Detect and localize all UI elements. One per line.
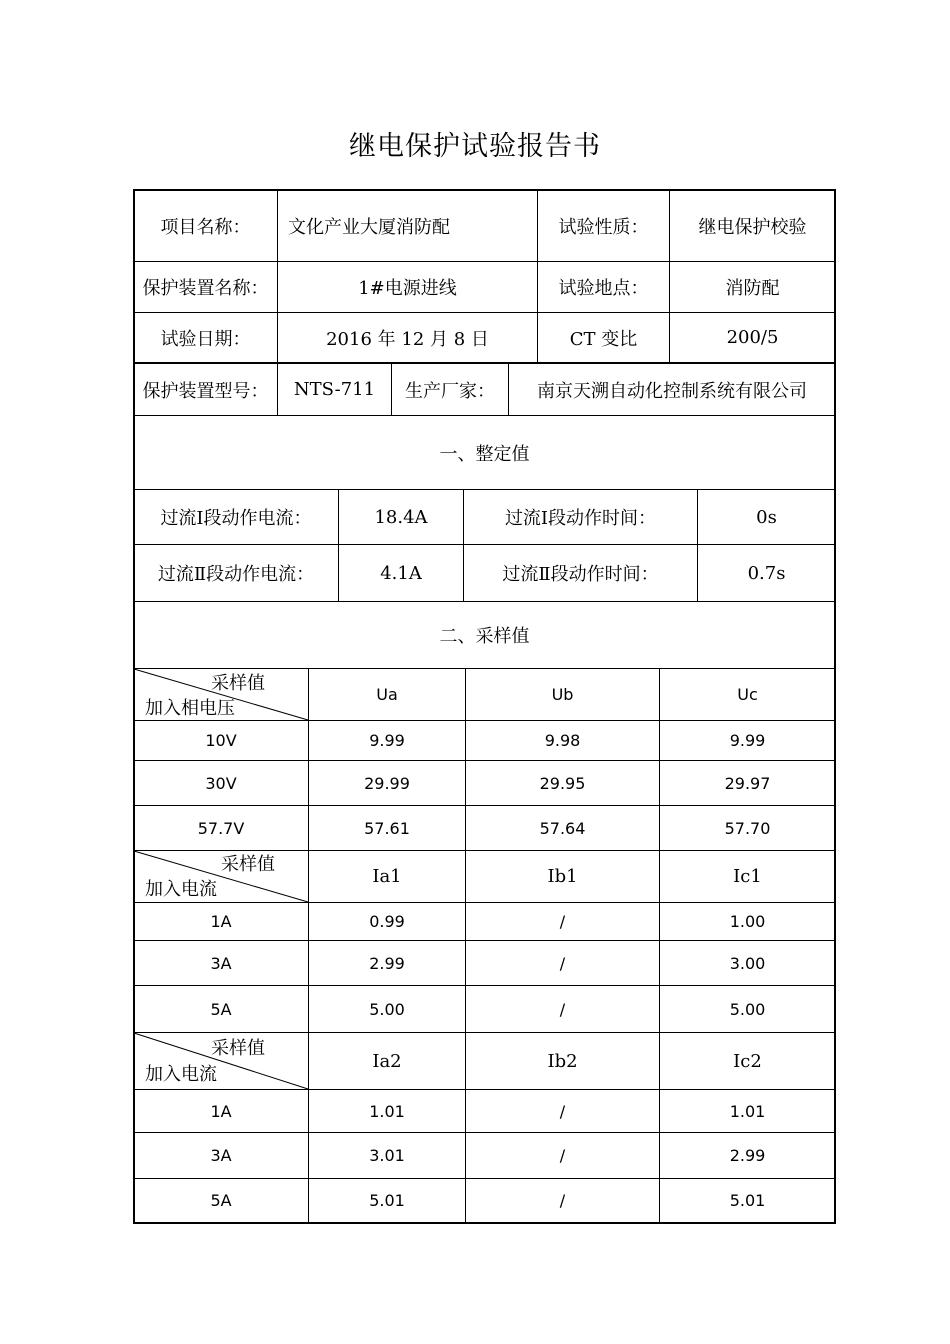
sample-value: 0.99 [369,912,405,931]
sample-value: 57.61 [364,818,410,838]
sample-value: / [559,1101,566,1121]
test-nature-value: 继电保护校验 [698,216,807,238]
corner-bottom-label: 加入电流 [145,879,217,900]
input-value: 3A [210,1146,232,1165]
stage1-time-value: 0s [756,506,777,528]
stage1-time-label: 过流Ⅰ段动作时间： [504,508,657,529]
corner-bottom-label: 加入相电压 [145,698,235,719]
manufacturer-label: 生产厂家： [405,380,495,402]
sample-value: / [559,1146,566,1165]
device-model-label: 保护装置型号： [142,380,269,402]
sample-value: 9.99 [369,731,405,750]
sample-value: 5.00 [369,999,405,1019]
column-header: Uc [737,685,758,704]
manufacturer-value: 南京天溯自动化控制系统有限公司 [537,380,807,402]
sample-value: / [559,953,566,973]
corner-bottom-label: 加入电流 [145,1064,217,1085]
sample-value: 29.99 [364,773,410,793]
corner-top-label: 采样值 [211,673,265,694]
settings-section-header: 一、整定值 [439,443,530,465]
test-date-label: 试验日期： [160,328,251,350]
column-header: Ia2 [372,1050,402,1072]
column-header: Ic1 [733,866,762,887]
input-value: 1A [210,912,232,931]
report-title: 继电保护试验报告书 [349,131,601,162]
sample-value: 3.01 [369,1146,405,1165]
input-value: 1A [210,1101,232,1121]
sample-value: 29.97 [724,773,771,793]
stage2-time-value: 0.7s [747,562,786,584]
input-value: 30V [205,773,237,793]
column-header: Ia1 [372,866,402,887]
test-nature-label: 试验性质： [558,216,649,238]
test-location-label: 试验地点： [558,278,649,299]
device-name-value: 1#电源进线 [358,278,457,299]
sample-value: 57.64 [539,818,586,838]
sample-value: 5.01 [369,1191,405,1210]
input-value: 10V [205,731,237,750]
sample-value: 57.70 [724,818,771,838]
sample-value: 3.00 [729,953,766,973]
ct-ratio-label: CT 变比 [569,328,638,350]
sample-value: / [559,1191,566,1210]
ct-ratio-value: 200/5 [726,327,779,348]
corner-top-label: 采样值 [221,854,275,875]
sample-value: 29.95 [539,773,586,793]
input-value: 5A [210,1191,232,1210]
column-header: Ib2 [547,1050,578,1072]
stage2-time-label: 过流Ⅱ段动作时间： [502,564,659,585]
stage1-current-value: 18.4A [374,506,428,528]
sample-value: 2.99 [729,1146,766,1165]
sample-value: 9.98 [544,731,581,750]
stage1-current-label: 过流Ⅰ段动作电流： [160,508,312,529]
project-name-value: 文化产业大厦消防配 [288,216,450,238]
column-header: Ua [376,685,398,704]
input-value: 57.7V [197,818,245,838]
sample-value: 5.00 [729,999,766,1019]
test-location-value: 消防配 [725,278,780,299]
stage2-current-value: 4.1A [380,562,422,584]
project-name-label: 项目名称： [160,216,251,238]
sample-value: 5.01 [729,1191,766,1210]
device-name-label: 保护装置名称： [142,278,269,299]
column-header: Ub [551,685,574,704]
sampling-section-header: 二、采样值 [439,626,530,647]
column-header: Ic2 [733,1050,762,1072]
sample-value: 1.00 [729,912,766,931]
sample-value: / [559,912,566,931]
column-header: Ib1 [547,866,578,887]
sample-value: 2.99 [369,953,405,973]
test-date-value: 2016 年 12 月 8 日 [326,328,489,350]
input-value: 5A [210,999,232,1019]
sample-value: 1.01 [369,1101,405,1121]
corner-top-label: 采样值 [211,1038,265,1059]
stage2-current-label: 过流Ⅱ段动作电流： [157,564,315,585]
device-model-value: NTS-711 [293,379,376,400]
input-value: 3A [210,953,232,973]
sample-value: 1.01 [729,1101,766,1121]
sample-value: 9.99 [729,731,766,750]
sample-value: / [559,999,566,1019]
